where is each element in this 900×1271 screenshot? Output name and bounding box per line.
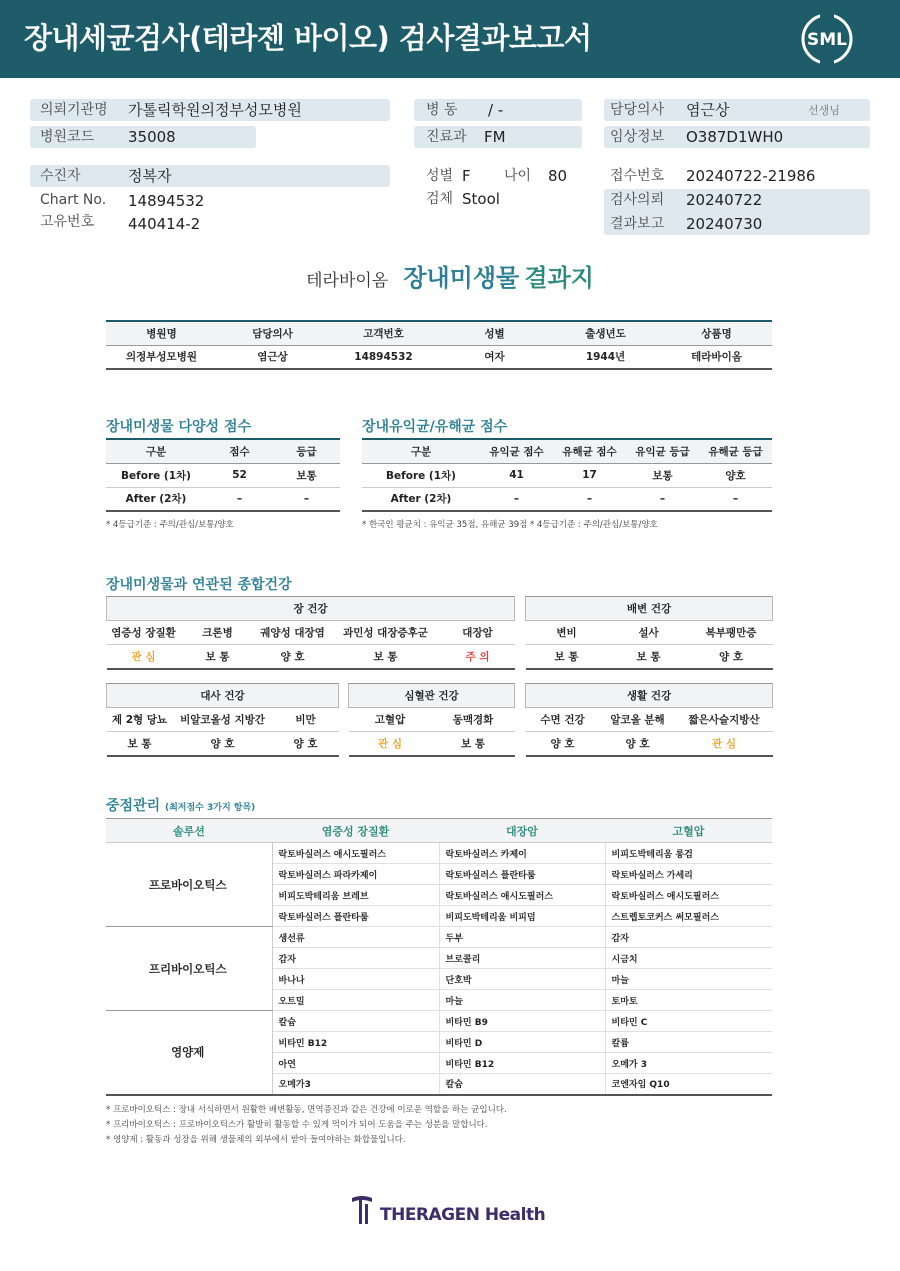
focus-group-name: 프로바이오틱스 [106,843,272,927]
focus-cell: 비피도박테리움 브레브 [272,885,439,906]
focus-cell: 비피도박테리움 롱검 [605,843,772,864]
beneficial-cell: 보통 [652,469,673,482]
life-value: 관 심 [712,737,736,750]
report-label: 결과보고 [610,216,665,232]
sml-logo-text: SML [807,30,847,50]
summary-header: 성별 [484,327,505,340]
gut-value: 관 심 [131,650,156,663]
life-health-table [525,683,773,757]
focus-cell: 브로콜리 [439,948,605,969]
summary-cell: 14894532 [354,350,413,363]
uid-value: 440414-2 [128,215,201,233]
metabolic-health-table [106,683,339,757]
gut-health-table [106,596,515,670]
beneficial-header: 유해균 점수 [562,445,617,458]
bowel-health-table [525,596,773,670]
metabolic-health-title: 대사 건강 [107,684,339,708]
summary-cell: 1944년 [585,351,626,364]
beneficial-cell: 41 [509,469,524,481]
report-title-prefix: 테라바이옴 [306,271,389,291]
focus-cell: 감자 [605,927,772,948]
uid-label: 고유번호 [40,214,95,230]
focus-cell: 오메가 3 [605,1053,772,1074]
cardio-item: 고혈압 [374,714,406,726]
dept-value: FM [484,128,506,146]
bowel-health-title: 배변 건강 [526,597,773,621]
footer-brand: THERAGEN Health [380,1205,546,1225]
chart-value: 14894532 [128,192,205,210]
beneficial-header: 유익균 등급 [635,445,690,458]
diversity-title: 장내미생물 다양성 점수 [106,419,251,435]
metabolic-value: 양 호 [293,737,318,750]
beneficial-cell: 17 [582,469,597,481]
report-title [0,258,900,293]
diversity-cell: 52 [232,469,247,481]
report-title-suffix: 결과지 [524,264,594,292]
hospital-value: 가톨릭학원의정부성모병원 [128,101,302,119]
beneficial-table [362,438,772,512]
patient-row-bg [30,165,390,187]
doctor-value: 염근상 [686,101,730,119]
focus-cell: 칼슘 [272,1011,439,1032]
focus-cell: 락토바실러스 플란타룸 [439,864,605,885]
gut-value: 주 의 [465,650,490,663]
specimen-value: Stool [462,190,500,208]
focus-cell: 비피도박테리움 비피덤 [439,906,605,927]
diversity-cell: Before (1차) [121,469,191,482]
diversity-cell: After (2차) [125,493,187,506]
summary-header: 담당의사 [252,327,293,340]
focus-cell: 락토바실러스 플란타룸 [272,906,439,927]
header-bar [0,0,900,78]
gut-value: 보 통 [205,650,230,663]
sml-logo-icon [800,12,854,66]
focus-cell: 락토바실러스 애시도필러스 [605,885,772,906]
dept-label: 진료과 [426,129,467,145]
metabolic-value: 보 통 [127,737,152,750]
focus-cell: 오트밀 [272,990,439,1011]
focus-cell: 두부 [439,927,605,948]
clinical-value: O387D1WH0 [686,128,784,146]
beneficial-cell: 양호 [725,469,746,482]
diversity-header: 점수 [229,445,250,458]
health-title: 장내미생물과 연관된 종합건강 [106,577,292,593]
focus-cell: 칼륨 [605,1032,772,1053]
life-item: 수면 건강 [540,714,585,726]
gut-health-title: 장 건강 [107,597,515,621]
patient-label: 수진자 [40,168,81,184]
summary-header: 상품명 [701,327,732,340]
cardio-health-title: 심혈관 건강 [349,684,515,708]
page-title: 장내세균검사(테라젠 바이오) 검사결과보고서 [24,21,592,55]
focus-cell: 스트렙토코커스 써모필러스 [605,906,772,927]
focus-cell: 비타민 B12 [272,1032,439,1053]
beneficial-cell: – [732,492,739,505]
beneficial-cell: – [659,492,666,505]
focus-group-name: 영양제 [106,1011,272,1095]
diversity-header: 구분 [145,445,167,458]
diversity-cell: 보통 [296,469,317,482]
focus-subtitle: (최저점수 3가지 항목) [164,803,256,813]
cardio-value: 관 심 [378,737,402,750]
beneficial-note: * 한국인 평균치 : 유익균 35점, 유해균 39점 * 4등급기준 : 주의/관심/보통/양호 [362,520,658,530]
beneficial-title: 장내유익균/유해균 점수 [362,419,508,435]
age-label: 나이 [504,168,532,184]
request-value: 20240722 [686,191,763,209]
focus-cell: 감자 [272,948,439,969]
focus-cell: 비타민 D [439,1032,605,1053]
beneficial-cell: Before (1차) [386,469,456,482]
bowel-value: 보 통 [554,650,579,663]
doctor-label: 담당의사 [610,102,665,118]
beneficial-cell: – [513,492,520,505]
focus-cell: 생선류 [272,927,439,948]
report-title-main: 장내미생물 [403,264,520,292]
sex-label: 성별 [426,168,454,184]
focus-title-text: 중점관리 [106,798,161,814]
diversity-cell: – [236,492,243,505]
metabolic-item: 비알코올성 지방간 [180,714,265,726]
diversity-cell: – [303,492,310,505]
focus-cell: 칼슘 [439,1074,605,1095]
summary-header: 출생년도 [585,327,626,340]
focus-cell: 코엔자임 Q10 [605,1074,772,1095]
gut-value: 양 호 [280,650,305,663]
gut-value: 보 통 [373,650,398,663]
focus-cell: 비타민 B12 [439,1053,605,1074]
summary-cell: 의정부성모병원 [125,351,197,364]
focus-note: * 프리바이오틱스 : 프로바이오틱스가 활발히 활동할 수 있게 먹이가 되어 도움을 주는 성분을 말합니다. [106,1120,488,1130]
focus-header: 고혈압 [605,819,772,843]
doctor-suffix: 선생님 [808,104,840,117]
ward-value: / - [488,101,504,119]
beneficial-cell: – [586,492,593,505]
focus-group-name: 프리바이오틱스 [106,927,272,1011]
gut-item: 대장암 [462,627,493,639]
diversity-table [106,438,340,512]
focus-note: * 프로바이오틱스 : 장내 서식하면서 원활한 배변활동, 면역증진과 같은 건강에 이로운 역할을 하는 균입니다. [106,1105,507,1115]
hospital-label: 의뢰기관명 [40,102,108,118]
life-health-title: 생활 건강 [526,684,773,708]
summary-cell: 테라바이옴 [691,351,742,364]
gut-item: 염증성 장질환 [111,627,176,639]
metabolic-item: 제 2형 당뇨 [111,714,168,726]
request-label: 검사의뢰 [610,192,665,208]
summary-header: 병원명 [146,327,177,340]
life-item: 짧은사슬지방산 [688,714,760,726]
summary-table [106,320,772,370]
summary-header: 고객번호 [363,327,404,340]
sex-value: F [462,167,471,185]
report-value: 20240730 [686,215,763,233]
focus-cell: 단호박 [439,969,605,990]
focus-title [106,795,255,815]
summary-cell: 여자 [484,351,505,364]
age-value: 80 [548,167,568,185]
diversity-note: * 4등급기준 : 주의/관심/보통/양호 [106,520,234,530]
focus-cell: 락토바실러스 카제이 [439,843,605,864]
focus-header: 염증성 장질환 [272,819,439,843]
life-value: 양 호 [550,737,575,750]
clinical-label: 임상정보 [610,129,665,145]
cardio-item: 동맥경화 [452,714,494,726]
focus-cell: 락토바실러스 애시도필러스 [272,843,439,864]
focus-header: 대장암 [439,819,605,843]
ward-label: 병 동 [426,102,458,118]
receipt-value: 20240722-21986 [686,167,816,185]
focus-cell: 락토바실러스 파라카제이 [272,864,439,885]
focus-header: 솔루션 [106,819,272,843]
focus-cell: 오메가3 [272,1074,439,1095]
life-value: 양 호 [625,737,650,750]
beneficial-header: 유익균 점수 [489,445,544,458]
focus-note: * 영양제 : 활동과 성장을 위해 생물체의 외부에서 받아 들여야하는 화합물입니다. [106,1135,406,1145]
bowel-value: 양 호 [719,650,743,663]
beneficial-header: 구분 [410,445,432,458]
gut-item: 크론병 [202,627,233,639]
beneficial-cell: After (2차) [390,493,452,506]
bowel-item: 변비 [556,627,577,639]
code-label: 병원코드 [40,129,95,145]
focus-cell: 아연 [272,1053,439,1074]
beneficial-header: 유해균 등급 [708,445,763,458]
bowel-item: 복부팽만증 [705,627,757,639]
life-item: 알코올 분해 [610,714,665,726]
focus-cell: 마늘 [605,969,772,990]
focus-table [106,818,772,1096]
patient-value: 정복자 [128,167,172,185]
focus-cell: 마늘 [439,990,605,1011]
focus-cell: 비타민 C [605,1011,772,1032]
gut-item: 과민성 대장증후군 [343,627,428,639]
metabolic-item: 비만 [295,714,316,726]
code-value: 35008 [128,128,176,146]
focus-cell: 시금치 [605,948,772,969]
cardio-value: 보 통 [461,737,485,750]
focus-cell: 바나나 [272,969,439,990]
cardio-health-table [348,683,515,757]
bowel-value: 보 통 [636,650,661,663]
chart-label: Chart No. [40,192,107,208]
specimen-label: 검체 [426,191,454,207]
gut-item: 궤양성 대장염 [260,627,325,639]
focus-cell: 비타민 B9 [439,1011,605,1032]
diversity-header: 등급 [296,445,317,458]
receipt-label: 접수번호 [610,168,665,184]
focus-cell: 토마토 [605,990,772,1011]
focus-cell: 락토바실러스 가세리 [605,864,772,885]
metabolic-value: 양 호 [210,737,235,750]
focus-cell: 락토바실러스 애시도필러스 [439,885,605,906]
bowel-item: 설사 [638,627,659,639]
summary-cell: 염근상 [257,351,288,364]
